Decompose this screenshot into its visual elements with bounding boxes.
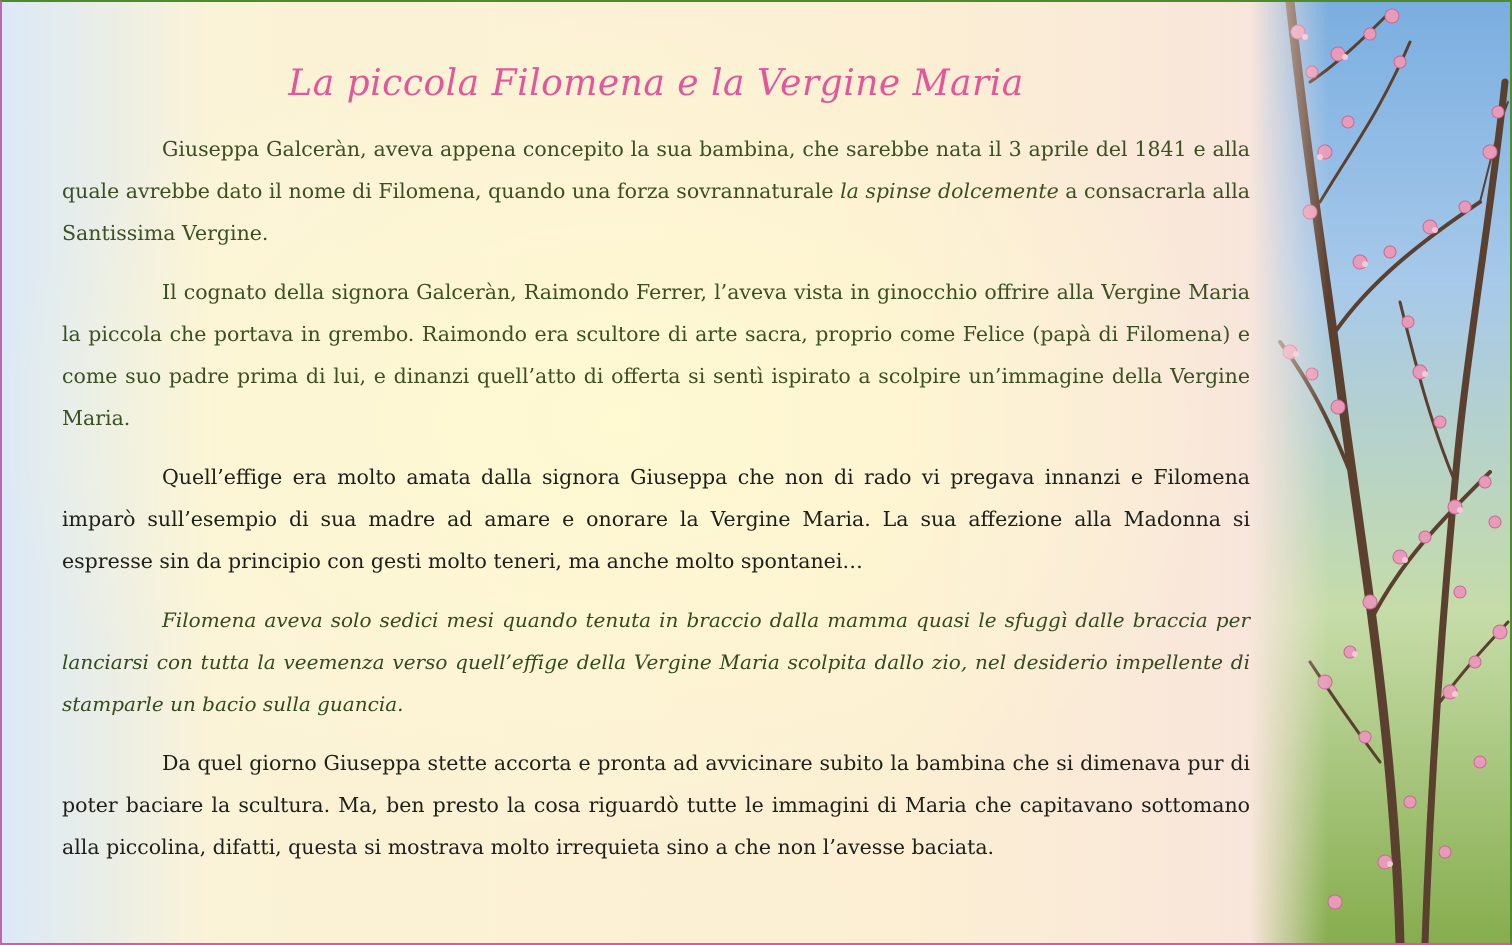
- page-title: La piccola Filomena e la Vergine Maria: [288, 63, 1024, 104]
- blossom-branches-illustration: [1250, 2, 1510, 943]
- paragraph-1-emphasis: la spinse dolcemente: [840, 179, 1059, 203]
- paragraph-3: Quell’effige era molto amata dalla signora Giuseppa che non di rado vi pregava innanzi e Filomena imparò sull’esempio di sua madre ad amare e onorare la Vergine Maria. La sua affezione alla Madonna si espresse sin da principio con gesti molto teneri, ma anche molto spontanei…: [62, 465, 1250, 573]
- paragraph-5: Da quel giorno Giuseppa stette accorta e pronta ad avvicinare subito la bambina che si dimenava pur di poter baciare la scultura. Ma, ben presto la cosa riguardò tutte le immagini di Maria che capitavano sottomano alla piccolina, difatti, questa si mostrava molto irrequieta sino a che non l’avesse baciata.: [62, 751, 1250, 859]
- paragraph-1-text-before: Giuseppa Galceràn, aveva appena concepito la sua bambina, che sarebbe nata il 3 aprile del 1841 e alla quale avrebbe dato il nome di Filomena, quando una forza sovrannaturale: [62, 137, 1250, 203]
- paragraph-4: Filomena aveva solo sedici mesi quando tenuta in braccio dalla mamma quasi le sfuggì dalle braccia per lanciarsi con tutta la veemenza verso quell’effige della Vergine Maria scolpita dallo zio, nel desiderio impellente di stamparle un bacio sulla guancia.: [62, 608, 1250, 716]
- paragraph-1-text-after: a consacrarla alla Santissima Vergine.: [62, 179, 1250, 245]
- peach-blossom-image: [1250, 2, 1510, 943]
- article-body: [62, 128, 1250, 885]
- paragraph-1: [62, 128, 1250, 254]
- paragraph-2: Il cognato della signora Galceràn, Raimondo Ferrer, l’aveva vista in ginocchio offrire alla Vergine Maria la piccola che portava in grembo. Raimondo era scultore di arte sacra, proprio come Felice (papà di Filomena) e come suo padre prima di lui, e dinanzi quell’atto di offerta si sentì ispirato a scolpire un’immagine della Vergine Maria.: [62, 280, 1250, 430]
